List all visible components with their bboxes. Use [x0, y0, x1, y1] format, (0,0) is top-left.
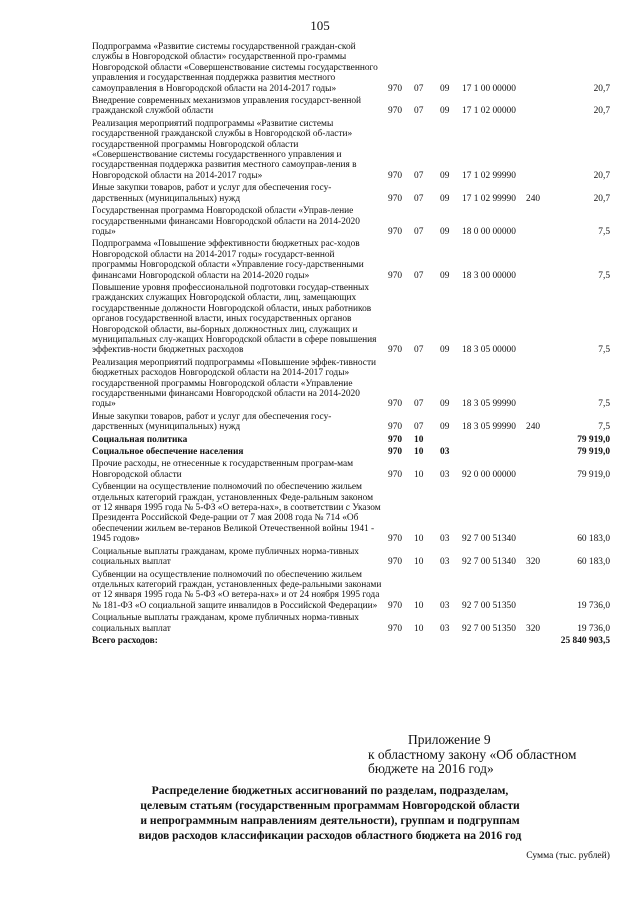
row-expense-type [526, 433, 552, 445]
row-name: Социальные выплаты гражданам, кроме публичных норма-тивных социальных выплат [92, 546, 359, 568]
row-name: Иные закупки товаров, работ и услуг для обеспечения госу-дарственных (муниципальных) нужд [92, 183, 332, 204]
table-row [92, 281, 610, 356]
units-note: Сумма (тыс. рублей) [526, 850, 610, 861]
row-amount: 25 840 903,5 [560, 635, 610, 646]
row-section-code: 10 [414, 469, 424, 480]
row-expense-type [526, 94, 552, 117]
row-name: Субвенции на осуществление полномочий по обеспечению жильем отдельных категорий граждан, установленных феде-ральными законами от 12 января 1995 года № 5-ФЗ «О ветера-нах» и от 24 ноября 1995 года № 181-ФЗ «О социальной защите инвалидов в Российской Федерации» [92, 569, 382, 611]
row-section-code: 07 [414, 193, 424, 204]
row-subsection-code: 09 [440, 270, 450, 281]
table-row [92, 545, 610, 568]
row-subsection-code: 09 [440, 399, 450, 410]
row-name: Иные закупки товаров, работ и услуг для обеспечения госу-дарственных (муниципальных) нужд [92, 411, 332, 433]
row-section-code: 07 [414, 399, 424, 410]
heading-line-2: целевым статьям (государственным программам Новгородской области [140, 799, 520, 812]
table-row [92, 94, 610, 117]
row-expense-type: 240 [526, 422, 541, 433]
table-row [92, 457, 610, 480]
table-row [92, 445, 610, 457]
row-amount: 20,7 [593, 83, 610, 94]
heading-line-4: видов расходов классификации расходов областного бюджета на 2016 год [138, 829, 522, 842]
row-name: Социальные выплаты гражданам, кроме публичных норма-тивных социальных выплат [92, 613, 359, 634]
row-section-code: 07 [414, 226, 424, 237]
row-expense-type [526, 457, 552, 480]
row-subsection-code: 09 [440, 106, 450, 117]
row-subsection-code: 03 [440, 469, 450, 480]
row-amount: 19 736,0 [577, 623, 610, 634]
row-name: Всего расходов: [92, 635, 158, 646]
row-target-article: 92 0 00 00000 [462, 469, 516, 480]
row-ministry-code: 970 [388, 623, 403, 634]
row-subsection-code: 09 [440, 193, 450, 204]
table-row [92, 204, 610, 237]
row-target-article: 92 7 00 51340 [462, 534, 516, 545]
row-target-article: 92 7 00 51340 [462, 557, 516, 568]
table-row [92, 117, 610, 181]
appendix-title: Приложение 9 [408, 732, 491, 747]
row-ministry-code: 970 [388, 226, 403, 237]
row-name: Подпрограмма «Повышение эффективности бюджетных рас-ходов Новгородской области на 2014-2017 годы» государст-венной программы Новгородской области «Управление госу-дарственными финансами Новгородской области на 2014-2020 годы» [92, 239, 364, 281]
row-ministry-code: 970 [388, 399, 403, 410]
row-ministry-code: 970 [388, 270, 403, 281]
row-ministry-code: 970 [388, 557, 403, 568]
row-section-code [414, 634, 440, 646]
row-target-article: 17 1 02 99990 [462, 193, 516, 204]
row-ministry-code: 970 [388, 170, 403, 181]
table-row [92, 181, 610, 204]
heading-line-3: и непрограммным направлениям деятельности), группам и подгруппам [140, 814, 520, 827]
row-name: Реализация мероприятий подпрограммы «Развитие системы государственной гражданской службы в Новгородской об-ласти» государственной программы Новгородской области «Совершенствование системы государственного управления и государственная поддержка развития местного самоуправ-ления в Новгородской области на 2014-2017 годы» [92, 118, 357, 181]
row-target-article: 92 7 00 51350 [462, 600, 516, 611]
row-amount: 79 919,0 [577, 447, 610, 458]
row-name: Социальная политика [92, 434, 188, 445]
row-amount: 7,5 [598, 345, 610, 356]
row-name: Субвенции на осуществление полномочий по обеспечению жильем отдельных категорий граждан, установленных Феде-ральным законом от 12 января 1995 года № 5-ФЗ «О ветера-нах», в соответствии с Указом Президента Российской Феде-рации от 7 мая 2008 года № 714 «Об обеспечении жильем ве-теранов Великой Отечественной войны 1941 - 1945 годов» [92, 482, 381, 545]
row-ministry-code: 970 [388, 193, 403, 204]
row-target-article: 17 1 02 00000 [462, 106, 516, 117]
row-target-article: 18 3 05 99990 [462, 399, 516, 410]
row-target-article [462, 634, 526, 646]
row-subsection-code: 03 [440, 557, 450, 568]
row-section-code: 07 [414, 170, 424, 181]
row-target-article: 92 7 00 51350 [462, 623, 516, 634]
row-amount: 20,7 [593, 106, 610, 117]
row-expense-type [526, 40, 552, 94]
row-expense-type: 320 [526, 623, 541, 634]
row-target-article [462, 445, 526, 457]
row-subsection-code: 03 [440, 600, 450, 611]
row-name: Внедрение современных механизмов управления государст-венной гражданской службой области [92, 96, 362, 117]
row-section-code: 07 [414, 270, 424, 281]
row-amount: 7,5 [598, 226, 610, 237]
row-amount: 19 736,0 [577, 600, 610, 611]
row-subsection-code: 09 [440, 226, 450, 237]
row-target-article: 18 0 00 00000 [462, 226, 516, 237]
row-name: Повышение уровня профессиональной подготовки государ-ственных гражданских служащих Новгородской области, лиц, замещающих государственные должности Новгородской области, иных работников органов государственной власти, иных государственных органов Новгородской области, вы-борных должностных лиц, служащих и муниципальных слу-жащих Новгородской области в сфере повышения эффектив-ности бюджетных расходов [92, 282, 377, 356]
row-ministry-code: 970 [388, 534, 403, 545]
row-section-code: 10 [414, 557, 424, 568]
table-row [92, 410, 610, 433]
row-name: Реализация мероприятий подпрограммы «Повышение эффек-тивности бюджетных расходов Новгородской области на 2014-2017 годы» государственной программы Новгородской области «Управление государственными финансами Новгородской области на 2014-2020 годы» [92, 357, 377, 410]
table-row [92, 433, 610, 445]
row-section-code: 10 [414, 447, 424, 458]
heading-line-1: Распределение бюджетных ассигнований по разделам, подразделам, [151, 784, 509, 797]
row-expense-type: 240 [526, 193, 541, 204]
row-subsection-code: 03 [440, 534, 450, 545]
row-ministry-code: 970 [388, 447, 403, 458]
row-subsection-code: 09 [440, 422, 450, 433]
row-subsection-code [440, 433, 462, 445]
row-section-code: 10 [414, 434, 424, 445]
row-ministry-code: 970 [388, 434, 403, 445]
row-amount: 20,7 [593, 170, 610, 181]
row-section-code: 10 [414, 623, 424, 634]
row-amount: 79 919,0 [577, 469, 610, 480]
row-expense-type [526, 117, 552, 181]
appendix-block [368, 733, 576, 777]
row-expense-type [526, 568, 552, 612]
row-expense-type: 320 [526, 557, 541, 568]
budget-table-body [92, 40, 610, 646]
row-expense-type [526, 445, 552, 457]
row-ministry-code [388, 634, 414, 646]
document-heading [60, 783, 600, 843]
row-section-code: 10 [414, 600, 424, 611]
row-amount: 20,7 [593, 193, 610, 204]
row-amount: 7,5 [598, 270, 610, 281]
table-row [92, 634, 610, 646]
row-subsection-code: 03 [440, 447, 450, 458]
row-section-code: 07 [414, 345, 424, 356]
budget-table [92, 40, 610, 646]
table-row [92, 480, 610, 544]
row-subsection-code: 03 [440, 623, 450, 634]
row-subsection-code [440, 634, 462, 646]
page-number: 105 [310, 18, 330, 33]
row-target-article [462, 433, 526, 445]
row-amount: 60 183,0 [577, 534, 610, 545]
row-target-article: 18 3 05 00000 [462, 345, 516, 356]
row-expense-type [526, 237, 552, 281]
row-subsection-code: 09 [440, 345, 450, 356]
row-subsection-code: 09 [440, 170, 450, 181]
row-amount: 60 183,0 [577, 557, 610, 568]
row-name: Подпрограмма «Развитие системы государственной граждан-ской службы в Новгородской области» государственной про-граммы Новгородской области «Совершенствование системы государственного управления и государственная поддержка развития местного самоуправления в Новгородской области на 2014-2017 годы» [92, 42, 378, 94]
row-ministry-code: 970 [388, 600, 403, 611]
table-row [92, 356, 610, 410]
row-expense-type [526, 204, 552, 237]
row-ministry-code: 970 [388, 469, 403, 480]
row-ministry-code: 970 [388, 345, 403, 356]
row-ministry-code: 970 [388, 422, 403, 433]
table-row [92, 611, 610, 634]
row-name: Прочие расходы, не отнесенные к государственным програм-мам Новгородской области [92, 459, 354, 480]
row-target-article: 17 1 00 00000 [462, 83, 516, 94]
row-amount: 7,5 [598, 422, 610, 433]
appendix-line-2: бюджете на 2016 год» [368, 761, 494, 776]
row-expense-type [526, 634, 552, 646]
row-ministry-code: 970 [388, 106, 403, 117]
table-row [92, 40, 610, 94]
row-expense-type [526, 281, 552, 356]
row-amount: 79 919,0 [577, 434, 610, 445]
row-expense-type [526, 480, 552, 544]
row-section-code: 07 [414, 106, 424, 117]
row-amount: 7,5 [598, 399, 610, 410]
row-name: Государственная программа Новгородской области «Управ-ление государственными финансами Новгородской области на 2014-2020 годы» [92, 206, 360, 237]
row-section-code: 07 [414, 83, 424, 94]
row-ministry-code: 970 [388, 83, 403, 94]
row-target-article: 18 3 05 99990 [462, 422, 516, 433]
row-target-article: 18 3 00 00000 [462, 270, 516, 281]
row-expense-type [526, 356, 552, 410]
table-row [92, 568, 610, 612]
row-subsection-code: 09 [440, 83, 450, 94]
row-section-code: 10 [414, 534, 424, 545]
table-row [92, 237, 610, 281]
row-name: Социальное обеспечение населения [92, 447, 244, 458]
row-section-code: 07 [414, 422, 424, 433]
appendix-line-1: к областному закону «Об областном [368, 746, 577, 762]
row-target-article: 17 1 02 99990 [462, 170, 516, 181]
